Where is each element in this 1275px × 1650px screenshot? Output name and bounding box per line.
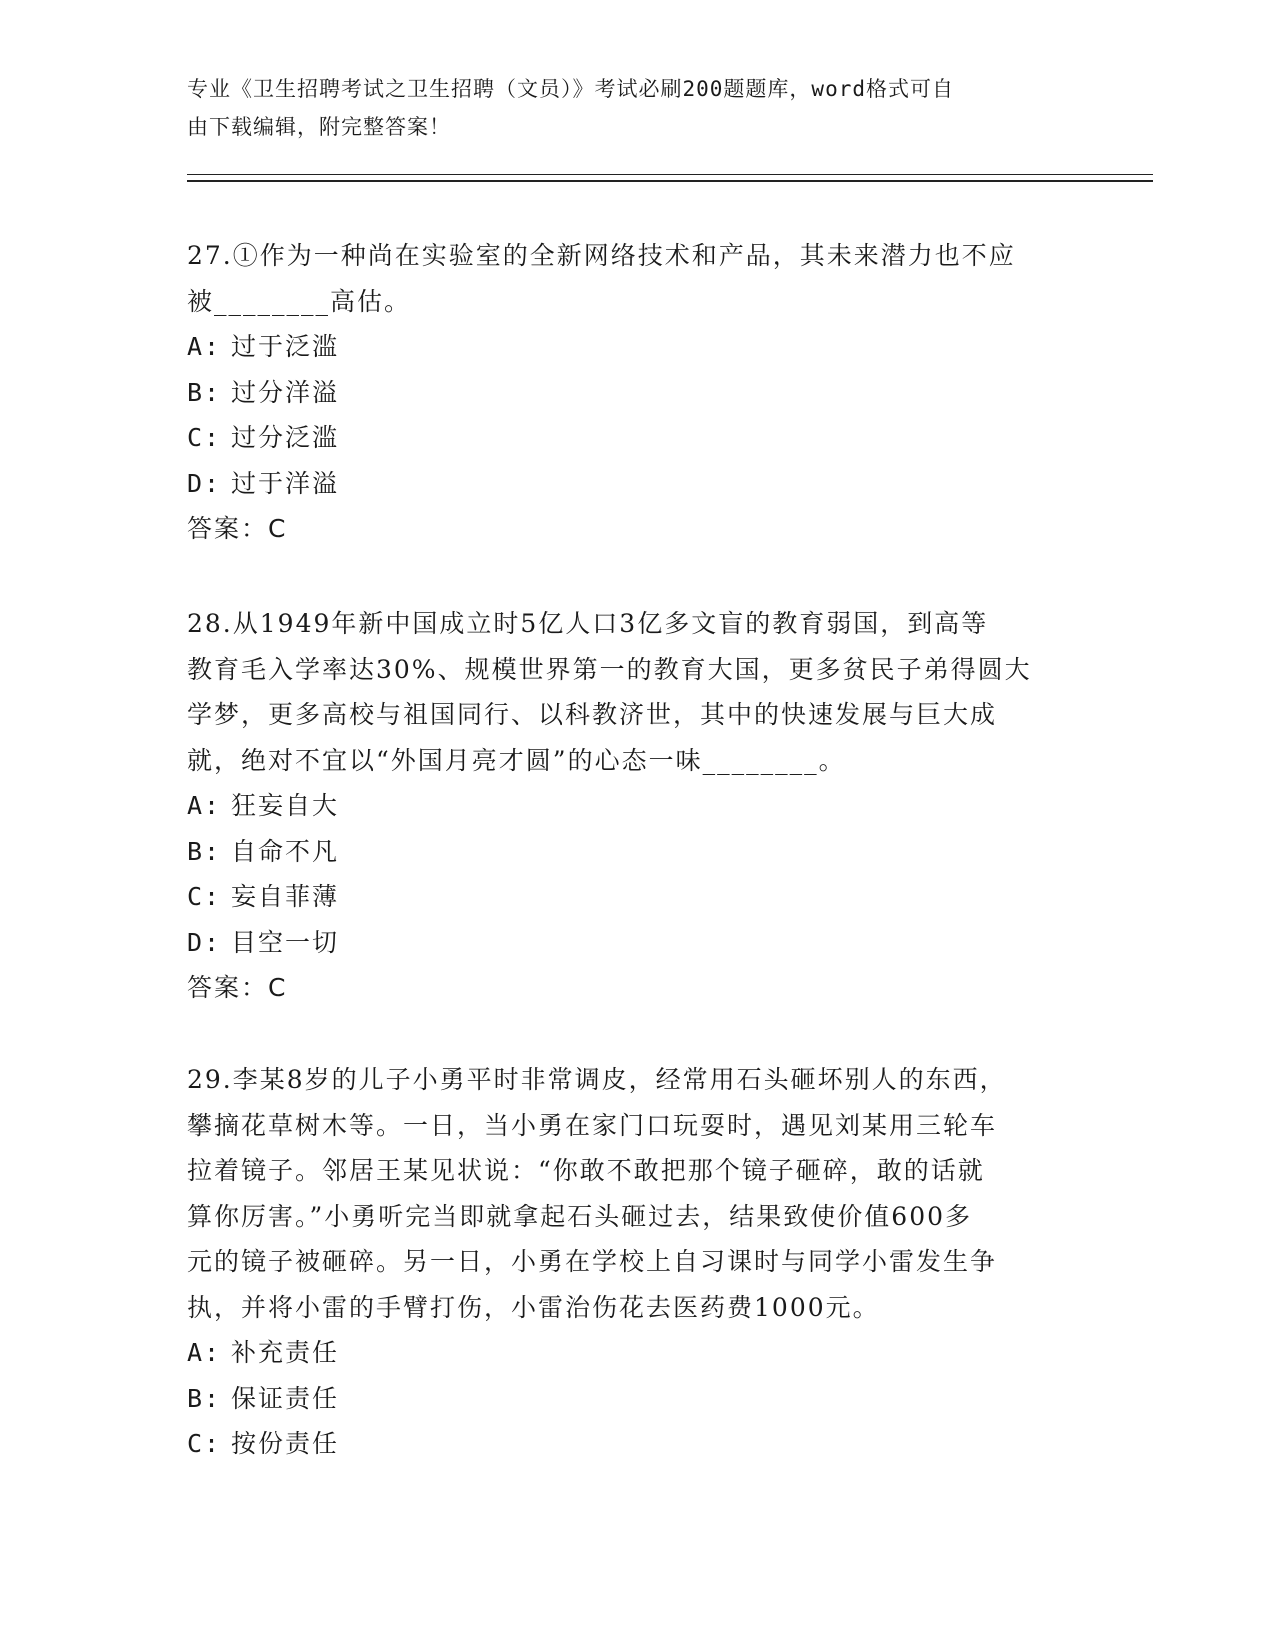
option-c: [187, 874, 1087, 920]
question-stem: 拉着镜子。邻居王某见状说：“你敢不敢把那个镜子砸碎，敢的话就: [187, 1156, 985, 1185]
header-line-2: 由下载编辑，附完整答案！: [187, 115, 451, 139]
option-a: [187, 1330, 1087, 1376]
option-text: 狂妄自大: [231, 791, 340, 820]
question-stem: 28.从1949年新中国成立时5亿人口3亿多文盲的教育弱国，到高等: [187, 609, 989, 638]
option-b: [187, 1376, 1087, 1422]
option-text: 过分泛滥: [231, 423, 340, 452]
option-b: [187, 829, 1087, 875]
question-stem: 算你厉害。”小勇听完当即就拿起石头砸过去，结果致使价值600多: [187, 1201, 973, 1231]
option-letter: C:: [187, 882, 222, 911]
option-text: 补充责任: [231, 1338, 340, 1367]
answer-line: 答案：C: [187, 973, 288, 1002]
option-a: [187, 783, 1087, 829]
question-stem: 执，并将小雷的手臂打伤，小雷治伤花去医药费1000元。: [187, 1292, 880, 1322]
question-28: [187, 601, 1087, 1011]
option-d: [187, 920, 1087, 966]
option-letter: C:: [187, 1429, 222, 1458]
question-stem: 攀摘花草树木等。一日，当小勇在家门口玩耍时，遇见刘某用三轮车: [187, 1110, 998, 1140]
option-letter: B:: [187, 1383, 222, 1413]
option-letter: A:: [187, 1338, 222, 1367]
question-27: [187, 233, 1087, 552]
option-text: 妄自菲薄: [231, 882, 340, 911]
question-stem: 被________高估。: [187, 286, 412, 316]
option-letter: A:: [187, 332, 222, 361]
option-letter: D:: [187, 927, 222, 957]
option-letter: D:: [187, 468, 222, 498]
header-line-1: 专业《卫生招聘考试之卫生招聘（文员）》考试必刷200题题库，word格式可自: [187, 77, 954, 101]
option-a: [187, 324, 1087, 370]
question-stem: 29.李某8岁的儿子小勇平时非常调皮，经常用石头砸坏别人的东西，: [187, 1065, 1007, 1094]
option-letter: B:: [187, 836, 222, 866]
option-c: [187, 1421, 1087, 1467]
option-d: [187, 461, 1087, 507]
question-stem: 就，绝对不宜以“外国月亮才圆”的心态一味________。: [187, 745, 846, 775]
option-letter: A:: [187, 791, 222, 820]
question-stem: 学梦，更多高校与祖国同行、以科教济世，其中的快速发展与巨大成: [187, 700, 998, 729]
option-letter: B:: [187, 377, 222, 407]
option-text: 过于泛滥: [231, 332, 340, 361]
option-text: 自命不凡: [231, 836, 340, 866]
option-text: 目空一切: [231, 927, 340, 957]
answer-line: 答案：C: [187, 514, 288, 543]
option-letter: C:: [187, 423, 222, 452]
option-text: 保证责任: [231, 1383, 340, 1413]
option-text: 过分洋溢: [231, 377, 340, 407]
option-text: 过于洋溢: [231, 468, 340, 498]
question-stem: 元的镜子被砸碎。另一日，小勇在学校上自习课时与同学小雷发生争: [187, 1247, 998, 1276]
header-divider-thick: [187, 180, 1153, 182]
document-header: [187, 70, 1067, 146]
question-stem: 教育毛入学率达30%、规模世界第一的教育大国，更多贫民子弟得圆大: [187, 654, 1032, 684]
header-divider-thin: [187, 174, 1153, 175]
question-29: [187, 1057, 1087, 1467]
question-stem: 27.①作为一种尚在实验室的全新网络技术和产品，其未来潜力也不应: [187, 241, 1016, 270]
option-b: [187, 370, 1087, 416]
option-text: 按份责任: [231, 1429, 340, 1458]
option-c: [187, 415, 1087, 461]
